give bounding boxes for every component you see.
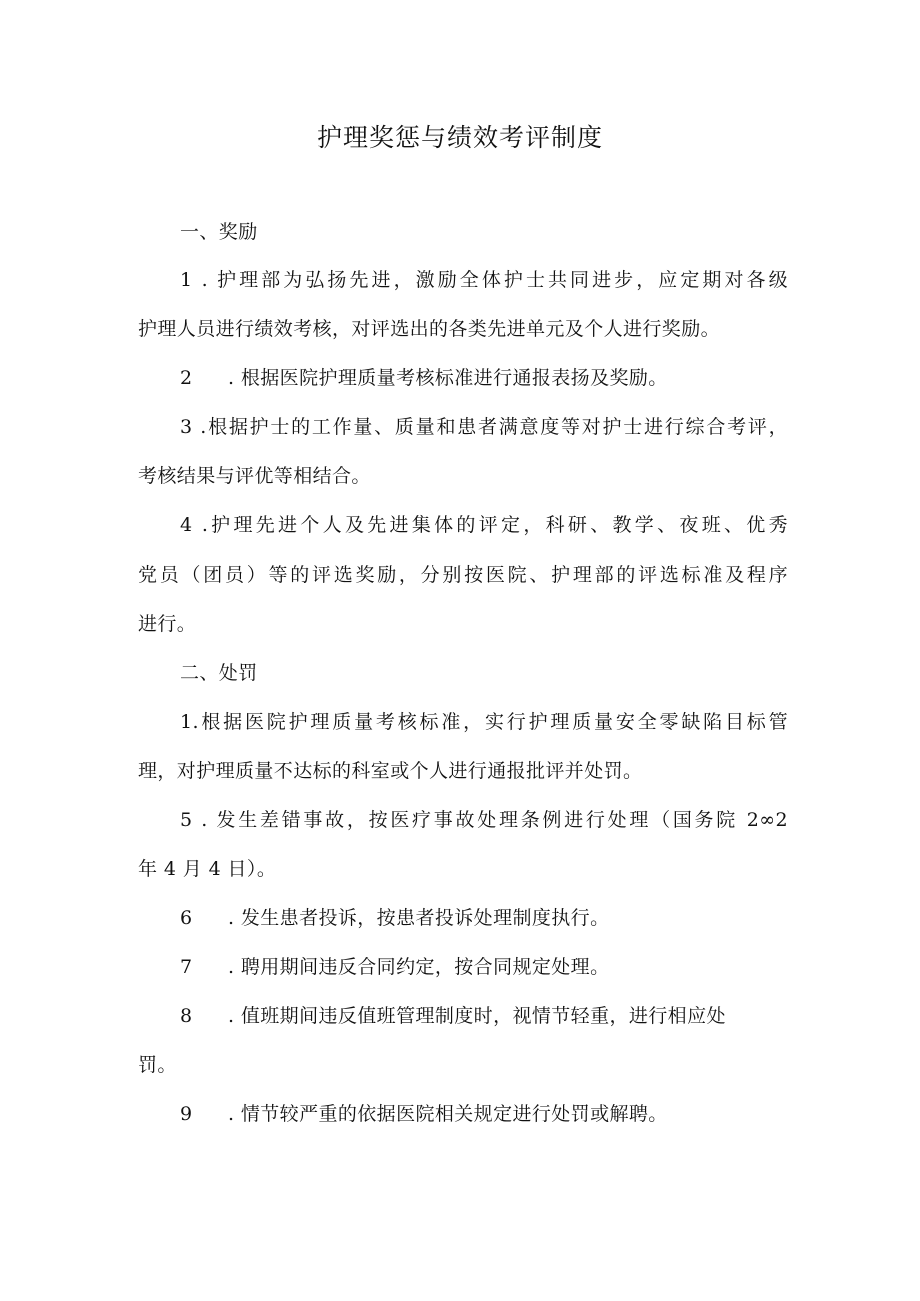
document-title: 护理奖惩与绩效考评制度: [316, 123, 603, 152]
reward-item-2-text: . 根据医院护理质量考核标准进行通报表扬及奖励。: [228, 367, 668, 389]
punish-item-6-number: 6: [180, 907, 193, 929]
punish-item-7: [180, 952, 609, 982]
punish-item-1-line-2: 理，对护理质量不达标的科室或个人进行通报批评并处罚。: [138, 760, 643, 782]
section-heading-reward: 一、奖励: [180, 221, 258, 243]
punish-item-5-line-1: 5 . 发生差错事故，按医疗事故处理条例进行处理（国务院 2∞2: [180, 809, 788, 831]
reward-item-2-number: 2: [180, 367, 193, 389]
punish-item-6: [180, 903, 609, 933]
punish-item-7-number: 7: [180, 956, 193, 978]
reward-item-4-line-3: 进行。: [138, 613, 197, 635]
punish-item-8-line-2: 罚。: [138, 1054, 177, 1076]
punish-item-7-text: . 聘用期间违反合同约定，按合同规定处理。: [228, 956, 610, 978]
section-heading-punish: 二、处罚: [180, 662, 258, 684]
reward-item-3-line-1: 3 .根据护士的工作量、质量和患者满意度等对护士进行综合考评，: [180, 416, 788, 438]
reward-item-3-line-2: 考核结果与评优等相结合。: [138, 465, 371, 487]
punish-item-1-line-1: 1.根据医院护理质量考核标准，实行护理质量安全零缺陷目标管: [180, 711, 788, 733]
punish-item-9-text: . 情节较严重的依据医院相关规定进行处罚或解聘。: [228, 1103, 668, 1125]
reward-item-4-line-2: 党员（团员）等的评选奖励，分别按医院、护理部的评选标准及程序: [138, 564, 788, 586]
reward-item-4-line-1: 4 .护理先进个人及先进集体的评定，科研、教学、夜班、优秀: [180, 514, 788, 536]
punish-item-8-text: . 值班期间违反值班管理制度时，视情节轻重，进行相应处: [228, 1005, 726, 1027]
reward-item-1-line-1: 1 . 护理部为弘扬先进，激励全体护士共同进步，应定期对各级: [180, 269, 788, 291]
punish-item-6-text: . 发生患者投诉，按患者投诉处理制度执行。: [228, 907, 610, 929]
reward-item-1-line-2: 护理人员进行绩效考核，对评选出的各类先进单元及个人进行奖励。: [138, 318, 721, 340]
punish-item-5-line-2: 年 4 月 4 日）。: [138, 858, 277, 880]
punish-item-9-number: 9: [180, 1103, 193, 1125]
punish-item-9: [180, 1099, 668, 1129]
punish-item-8-number: 8: [180, 1005, 193, 1027]
punish-item-8: [180, 1001, 726, 1031]
reward-item-2: [180, 363, 668, 393]
